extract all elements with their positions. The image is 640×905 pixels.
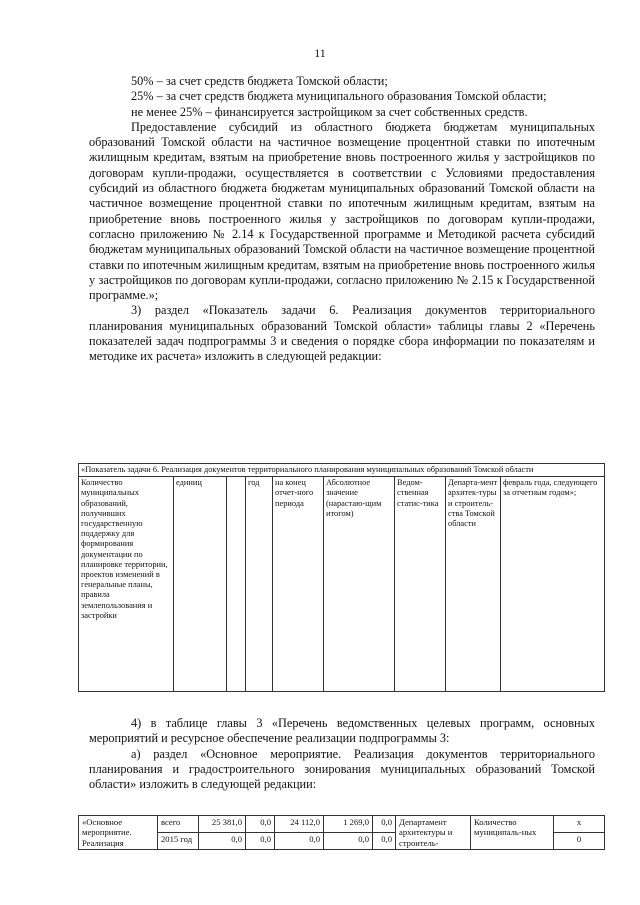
paragraph: 25% – за счет средств бюджета муниципального образования Томской области; (131, 89, 547, 104)
table-cell: 0,0 (246, 833, 275, 850)
table-cell: на конец отчет-ного периода (273, 477, 324, 692)
paragraph: Предоставление субсидий из областного бюджета бюджетам муниципальных образований Томской области на частичное возмещение процентной ставки по ипотечным жилищным кредитам, взятым на приобретение вновь построенного жилья у застройщиков по договорам купли-продажи, осуществляется в соответствии с Условиями предоставления субсидий из областного бюджета бюджетам муниципальных образований Томской области на частичное возмещение процентной ставки по ипотечным жилищным кредитам, взятым на приобретение вновь построенного жилья у застройщиков по договорам купли-продажи, согласно приложению № 2.14 к Государственной программе и Методикой расчета субсидий бюджетам муниципальных образований Томской области на частичное возмещение процентной ставки по ипотечным жилищным кредитам, взятым на приобретение вновь построенного жилья у застройщиков по договорам купли-продажи, согласно приложению № 2.15 к Государственной программе.»; (89, 119, 595, 303)
table-cell: 25 381,0 (199, 816, 246, 833)
table-cell: 0,0 (275, 833, 324, 850)
table-cell: Департамент архитектуры и строитель- (396, 816, 471, 850)
table-cell: 0,0 (373, 833, 396, 850)
table-cell (227, 477, 246, 692)
table-cell: февраль года, следующего за отчетным годом»; (501, 477, 605, 692)
table-cell: 0,0 (324, 833, 373, 850)
table-header: «Показатель задачи 6. Реализация документов территориального планирования муниципальных образований Томской области (79, 464, 605, 477)
table-cell: всего (158, 816, 199, 833)
table-cell: Количество муниципальных образований, получивших государственную поддержку для формирования документации по планировке территории, проектов изменений в генеральные планы, правила землепользования и застройки (79, 477, 174, 692)
table-cell: 24 112,0 (275, 816, 324, 833)
table-cell: х (554, 816, 605, 833)
table-cell: 0,0 (199, 833, 246, 850)
table-cell: 0,0 (373, 816, 396, 833)
table-cell: Количество муниципаль-ных (471, 816, 554, 850)
indicator-table (78, 463, 605, 692)
table-cell: 1 269,0 (324, 816, 373, 833)
paragraph: 3) раздел «Показатель задачи 6. Реализация документов территориального планирования муниципальных образований Томской области» таблицы главы 2 «Перечень показателей задач подпрограммы 3 и сведения о порядке сбора информации по показателям и методике их расчета» изложить в следующей редакции: (89, 303, 595, 364)
table-cell: 2015 год (158, 833, 199, 850)
paragraph: а) раздел «Основное мероприятие. Реализация документов территориального планирования и градостроительного зонирования муниципальных образований Томской области» изложить в следующей редакции: (89, 746, 595, 792)
activity-table (78, 815, 605, 850)
table-cell: 0 (554, 833, 605, 850)
table-row (79, 816, 605, 833)
table-cell: Департа-мент архитек-туры и строитель-ства Томской области (446, 477, 501, 692)
document-body (89, 74, 595, 365)
table-cell: единиц (174, 477, 227, 692)
document-body-continued (89, 716, 595, 792)
table-cell: год (246, 477, 273, 692)
page-number: 11 (314, 46, 326, 60)
table-cell: 0,0 (246, 816, 275, 833)
paragraph: 4) в таблице главы 3 «Перечень ведомственных целевых программ, основных мероприятий и ресурсное обеспечение реализации подпрограммы 3: (89, 716, 595, 746)
paragraph: не менее 25% – финансируется застройщиком за счет собственных средств. (131, 104, 528, 119)
table-cell: «Основное мероприятие. Реализация (79, 816, 158, 850)
table-row (79, 477, 605, 692)
table-cell: Ведом-ственная статис-тика (395, 477, 446, 692)
table-cell: Абсолютное значение (нарастаю-щим итогом) (324, 477, 395, 692)
paragraph: 50% – за счет средств бюджета Томской области; (131, 74, 388, 88)
